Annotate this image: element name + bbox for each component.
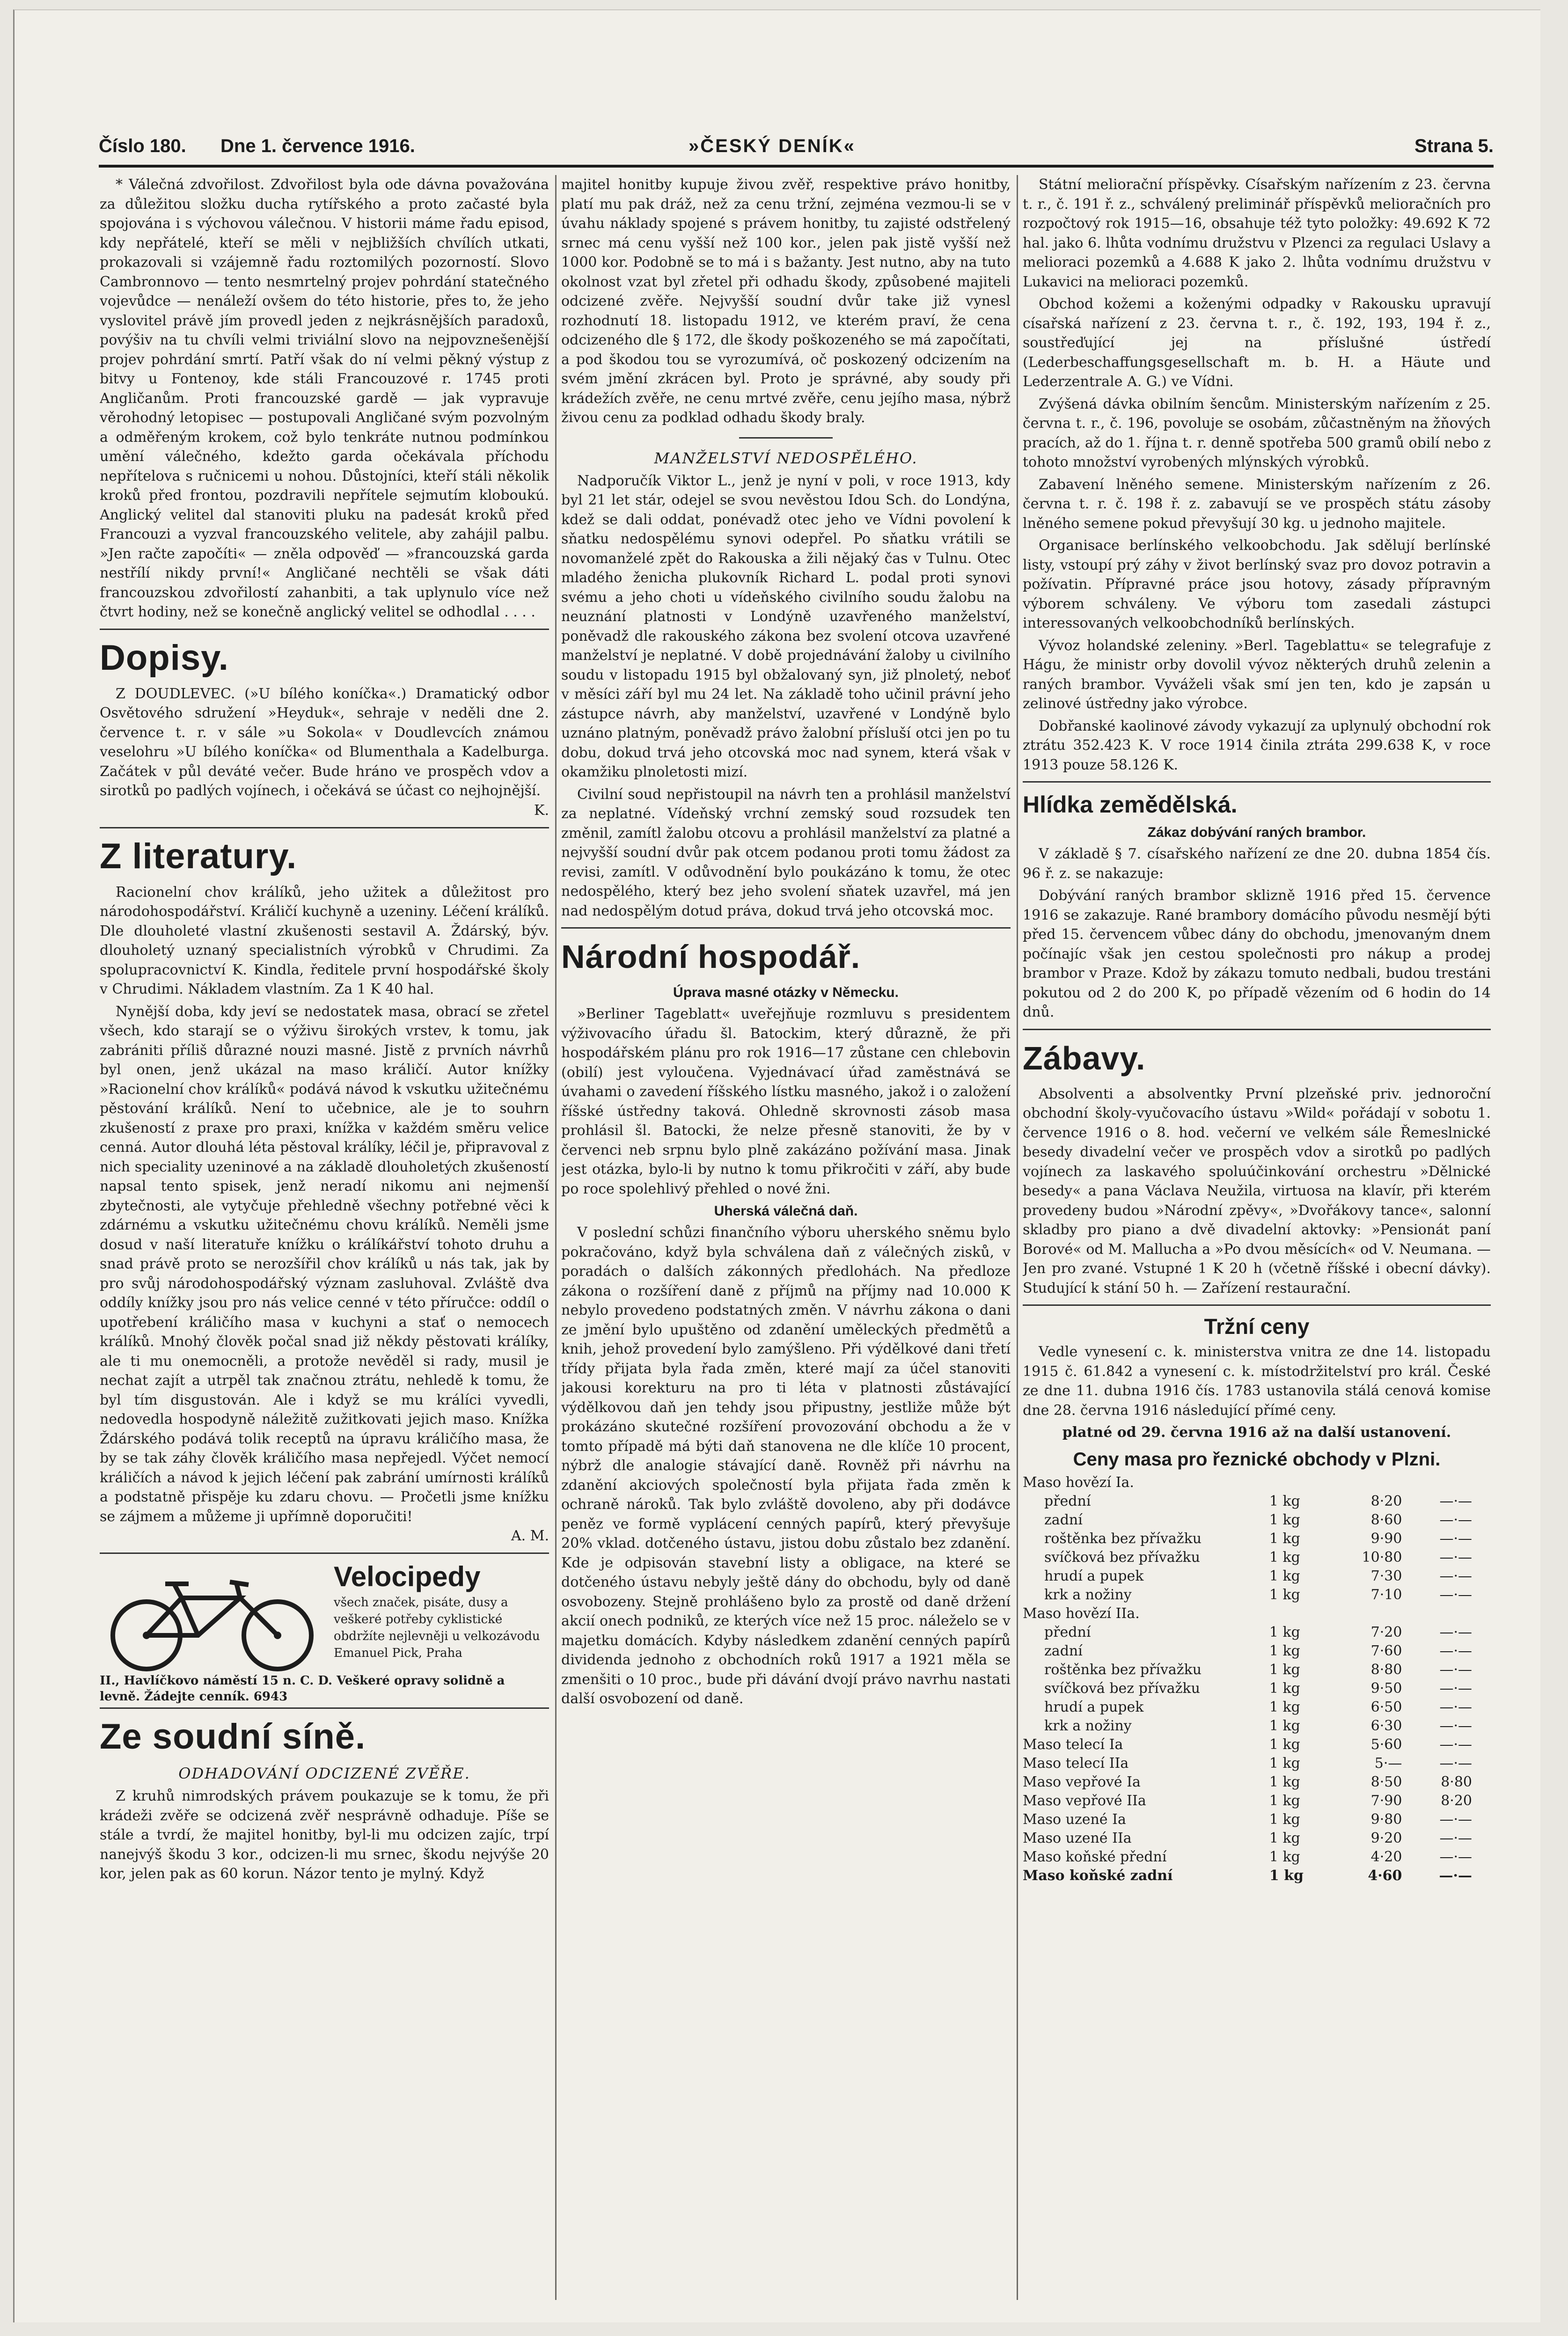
- signature: K.: [534, 802, 549, 819]
- section-heading-zabavy: Zábavy.: [1023, 1040, 1146, 1076]
- price-row: [1023, 1473, 1472, 1492]
- price-value: 9·90: [1370, 1530, 1402, 1547]
- article-len: Zabavení lněného semene. Ministerským nařízením z 26. června t. r. č. 198 ř. z. zabavují se ve prospěch státu zásoby lněného semene pokud převyšují 30 kg. u jednoho majitele.: [1023, 476, 1491, 532]
- price-row: [1023, 1754, 1472, 1773]
- article-obilni: Zvýšená dávka obilním šencům. Ministerským nařízením z 25. června t. r., č. 196, povoluje se osobám, zůčastněným na žňových pracích, až do 1. října t. r. denně spotřeba 500 gramů obilí nebo z tohoto množství vyrobených mlýnských výrobků.: [1023, 395, 1491, 470]
- price-value: 8·80: [1370, 1661, 1402, 1678]
- price-value: 6·30: [1370, 1717, 1402, 1734]
- page-header: [99, 136, 1494, 164]
- article-kraliku-title: Racionelní chov králíků, jeho užitek a důležitost pro národohospodářství. Králičí kuchyně a uzeniny. Léčení králíků. Dle dlouholeté vlastní zkušenosti sestavil A. Ždárský, býv. dlouholetý uznaný specialistních výrobků v Chrudimi. Za spolupracovnictví K. Kindla, ředitele první hospodářské školy v Chrudimi. Nákladem vlastním. Za 1 K 40 hal.: [100, 884, 549, 997]
- article-uherska: V poslední schůzi finančního výboru uherského sněmu bylo pokračováno, když byla schválena daň z válečných zisků, v poradách o dalších zákonných předlohách. Na předloze zákona o rozšíření daně z příjmů na příjmy nad 10.000 K nebylo provedeno podstatných změn. V návrhu zákona o dani ze jmění bylo upuštěno od zdanění uměleckých předmětů a knih, jehož provedení bylo zamýšleno. Při výdělkové dani třetí třídy přijata byla řada změn, které mají za účel stanoviti jakousi korekturu na pro ti léta v platnosti zůstávající výdělkovou daň jen tehdy jsou připustny, jestliže může být prokázáno skutečné rozšíření provozování obchodu a že v tomto případě má býti daň stanovena ne dle klíče 10 procent, nýbrž dle analogie stávající daně. Rovněž při návrhu na zdanění akciových společností byla přijata řada změn k ochraně nároků. Tak bylo zvláště dovoleno, aby při dodávce peněz ve formě vyplácení cenných papírů, který převyšuje 20% vklad. dotčeného ústavu, jistou dobu zůstalo bez zdanění. Kde je odpisován stavební listy a obligace, na které se dotčeného ústavu nebyly ještě dány do obchodu, byly od daně osvobozeny. Stejně prohlášeno bylo za prostě od daně držení akcií onech podniků, ze kterých více než 15 proc. náleželo se v majetku domácích. Kdyby následkem zdanění cenných papírů dividenda jednoho z obchodních roků 1917 a 1921 měla se zmenšiti o 10 proc., bude při dávání dvojí právo navrhu nastati další osvobození od daně.: [561, 1224, 1011, 1707]
- price-unit: 1 kg: [1269, 1792, 1300, 1809]
- price-row: [1023, 1511, 1472, 1530]
- section-heading-soudni-sine: Ze soudní síně.: [100, 1717, 366, 1757]
- price-item: hrudí a pupek: [1044, 1567, 1144, 1584]
- price-value: 4·20: [1370, 1848, 1402, 1865]
- price-row: [1023, 1623, 1472, 1642]
- price-value: 7·30: [1370, 1567, 1402, 1584]
- article-doudlevec: Z DOUDLEVEC. (»U bílého koníčka«.) Dramatický odbor Osvětového sdružení »Heyduk«, sehraje v neděli dne 2. července t. r. v sále »u Sokola« v Doudlevcích známou veselohru »U bílého koníčka« od Blumenthala a Kadelburga. Začátek v půl deváté večer. Bude hráno ve prospěch vdov a sirotků po padlých vojínech, i očekává se účast co nejhojnější.: [100, 685, 549, 799]
- price-value-alt: —·—: [1439, 1848, 1472, 1865]
- price-table-title: Ceny masa pro řeznické obchody v Plzni.: [1073, 1449, 1441, 1470]
- price-item: hrudí a pupek: [1044, 1699, 1144, 1715]
- divider: [100, 629, 549, 630]
- article-odhadovani-cont: majitel honitby kupuje živou zvěř, respektive právo honitby, platí mu pak dráž, než za cenu tržní, zejména vezmou-li se v úvahu náklady spojené s právem honitby, tu zajisté odstřelený srnec má cenu vyšší než 100 kor., jelen pak jistě vyšší než 1000 kor. Podobně se to má i s bažanty. Jest nutno, aby na tuto okolnost vzat byl zřetel při odhadu škody, způsobené majiteli odcizené zvěře. Nejvyšší soudní dvůr take již vynesl rozhodnutí 18. listopadu 1912, ve kterém praví, že cena odcizeného dle § 172, dle škody poškozeného se má započítati, a pod škodou tou se vyrozumívá, oč poskozený odcizením na svém jmění zkrácen byl. Proto je správné, aby soudy při krádežích zvěře, ne cenu mrtvé zvěře, cenu jejího masa, nýbrž živou cenu za podklad odhadu škody braly.: [561, 176, 1011, 426]
- section-heading-narodni-hospodar: Národní hospodář.: [561, 938, 861, 975]
- article-zakaz-1: V základě § 7. císařského nařízení ze dne 20. dubna 1854 čís. 96 ř. z. se nakazuje:: [1023, 846, 1491, 882]
- price-value-alt: —·—: [1439, 1530, 1472, 1547]
- price-value: 9·20: [1370, 1830, 1402, 1846]
- price-unit: 1 kg: [1269, 1848, 1300, 1865]
- article-odhadovani: Z kruhů nimrodských právem poukazuje se k tomu, že při krádeži zvěře se odcizená zvěř nesprávně odhaduje. Píše se stále a tvrdí, že majitel honitby, byl-li mu odcizen zajíc, trpí nanejvýš škodu 3 kor., odcizen-li mu srnec, škodu nejvýše 20 kor, jelen pak as 60 korun. Názor tento je mylný. Když: [100, 1788, 549, 1882]
- article-manzelstvi-1: Nadporučík Viktor L., jenž je nyní v poli, v roce 1913, kdy byl 21 let stár, odejel se svou nevěstou Idou Sch. do Londýna, kdež se dali oddat, ponévadž otec jeho ve Vídni povolení k sňatku nedospělému synovi odepřel. Po sňatku vrátili se novomanželé zpět do Rakouska a žili nějaký čas v Tulnu. Otec mladého ženicha plukovník Richard L. podal proti synovi svému a jeho choti u vídeňského civilního soudu žalobu na neuznání platnosti v Londýně uzavřeného manželství, poněvadž dle rakouského zákona bez svolení otcova uzavřené manželství je neplatné. V době projednávání žaloby u civilního soudu v listopadu 1915 byl obžalovaný syn, již plnoletý, neboť v měsíci září byl mu 24 let. Na základě toho učinil právní jeho zástupce návrh, aby manželství, uzavřené v Londýně bylo uznáno platným, poněvadž právo žalobní přísluší otci jen po tu dobu, dokud trvá jeho otcovská moc nad synem, která však v okamžiku plnoletosti mizí.: [561, 472, 1011, 780]
- price-value: 7·60: [1370, 1642, 1402, 1659]
- ad-address: II., Havlíčkovo náměstí 15 n. C. D. Veškeré opravy solidně a levně. Žádejte cenník. 6943: [100, 1674, 505, 1704]
- divider: [1023, 781, 1491, 783]
- bicycle-icon: [100, 1574, 324, 1673]
- article-berlin: Organisace berlínského velkoobchodu. Jak sdělují berlínské listy, vstoupí prý záhy v život berlínský svaz pro dovoz potravin a požívatin. Přípravné práce jsou hotovy, zásady přípravným výborem schváleny. Ve výboru tom zasedali zástupci interessovaných velkoobchodníků berlínských.: [1023, 537, 1491, 631]
- section-heading-hlidka: Hlídka zemědělská.: [1023, 791, 1238, 818]
- price-item: Maso hovězí Ia.: [1023, 1474, 1134, 1491]
- article-kraliku-body: Nynější doba, kdy jeví se nedostatek masa, obrací se zřetel všech, kdo starají se o výživu širokých vrstev, k tomu, jak zabrániti příliš důrazné nouzi masné. Jistě z prvních návrhů byl onen, jenž ukázal na maso králičí. Autor knížky »Racionelní chov králíků« podává návod k vskutku užitečnému pěstování králíků. Není to učebnice, ale je to souhrn zkušeností z praxe pro praxi, knížka v každém směru velice cenná. Autor dlouhá léta pěstoval králíky, léčil je, připravoval z nich speciality uzeninové a na základě dlouholetých zkušeností napsal tento spisek, jenž neradí nikomu ani nejmenší zbytečnosti, ale vytyčuje přehledně všechny potřebné věci k zdárnému a vskutku užitečnému chovu králíků. Neměli jsme dosud v naší literatuře knížku o králíkářství tohoto druhu a snad právě proto se nerozšířil chov králíků u nás tak, jak by pro svůj národohospodářský význam zasluhoval. Zvláště dva oddíly knížky jsou pro nás velice cenné v této příručce: oddíl o upotřebení králičího masa v kuchyni a stať o nemocech králíků. Mnohý člověk počal snad již někdy pěstovati králíky, ale ti mu onemocněli, a protože nevěděl si rady, musil je nechat zajít a utrpěl tak značnou ztrátu, nehledě k tomu, že byl tím disgustován. Ale i když se mu králíci vyvedli, nedovedla hospodyně náležitě zužitkovati jejich maso. Knížka Ždárského podává tolik receptů na úpravu králičího masa, že by se tak záhy člověk králičího masa nepřejedl. Výčet nemocí králičích a návod k jejich léčení pak zabrání umírnosti králíků a podstatně přispěje ku zdaru chovu. — Pročetli jsme knížku se zájmem a můžeme ji upřímně doporučiti!: [100, 1003, 549, 1525]
- price-value: 9·50: [1370, 1680, 1402, 1697]
- price-value-alt: 8·80: [1441, 1773, 1472, 1790]
- article-zakaz-2: Dobývání raných brambor sklizně 1916 před 15. července 1916 se zakazuje. Rané brambory domácího původu nesmějí býti před 15. červencem vůbec dány do obchodu, jmenovaným dnem počínajíc však jen cestou společnosti pro nákup a prodej brambor v Praze. Kdož by zákazu tomuto nedbali, budou trestáni pokutou od 2 do 200 K, po případě vězením od 6 hodin do 14 dnů.: [1023, 887, 1491, 1020]
- price-value-alt: —·—: [1439, 1624, 1472, 1640]
- price-row: [1023, 1848, 1472, 1867]
- price-value-alt: —·—: [1439, 1755, 1472, 1772]
- price-value: 7·20: [1370, 1624, 1402, 1640]
- price-value-alt: —·—: [1439, 1567, 1472, 1584]
- price-item: zadní: [1044, 1642, 1083, 1659]
- price-unit: 1 kg: [1269, 1867, 1304, 1884]
- price-value-alt: —·—: [1439, 1867, 1472, 1884]
- price-item: krk a nožiny: [1044, 1586, 1132, 1603]
- divider: [100, 1707, 549, 1709]
- price-row: [1023, 1773, 1472, 1792]
- price-value-alt: —·—: [1439, 1493, 1472, 1509]
- price-table: [1023, 1473, 1472, 1885]
- price-unit: 1 kg: [1269, 1811, 1300, 1828]
- article-valecna-zdvorilost: * Válečná zdvořilost. Zdvořilost byla ode dávna považována za důležitou složku ducha rytířského a proto začasté byla spojována i s výchovou válečnou. V historii máme řadu episod, kdy nepřátelé, kteří se měli v nejbližších chvílích utkati, prokazovali si vzájemně řadu roztomilých pozorností. Slovo Cambronnovo — tento nesmrtelný projev pohrdání statečného vojevůdce — nenáleží ovšem do této historie, přes to, že jeho vyslovitel právě jím provedl jeden z nejkrásnějších paradoxů, povýšiv na tu chvíli velmi triviální slovo na nejpovznešenější projev pohrdání smrtí. Patří však do ní velmi pěkný výstup z bitvy u Fontenoy, kde stáli Francouzové r. 1745 proti Angličanům. Proti francouzské gardě — jak vypravuje věrohodný letopisec — postupovali Angličané svým pozvolným a odměřeným krokem, což bylo tenkráte nutnou podmínkou umění válečného, kdežto garda očekávala příchodu nepřítelova s ručnicemi u nohou. Důstojníci, kteří stáli několik kroků před frontou, pozdravili nepřítele sejmutím kloboukú. Anglický velitel dal stanoviti pluku na padesát kroků před Francouzi a vyzval francouzského velitele, aby zahájil palbu. »Jen račte započíti« — zněla odpověď — »francouzská garda nestřílí nikdy první!« Angličané nechtěli se však dáti francouzskou zdvořilostí zahanbiti, a tak uplynulo více než čtvrt hodiny, než se konečně anglický velitel se odhodlal . . . .: [100, 176, 549, 620]
- price-unit: 1 kg: [1269, 1755, 1300, 1772]
- price-item: zadní: [1044, 1511, 1083, 1528]
- price-value: 4·60: [1368, 1867, 1402, 1884]
- price-item: krk a nožiny: [1044, 1717, 1132, 1734]
- price-value-alt: [1402, 1604, 1472, 1623]
- column-rule-2: [1017, 175, 1018, 2300]
- price-unit: 1 kg: [1269, 1549, 1300, 1566]
- price-item: Maso koňské přední: [1023, 1848, 1167, 1865]
- section-heading-literatury: Z literatury.: [100, 836, 297, 876]
- price-row: [1023, 1548, 1472, 1567]
- price-unit: 1 kg: [1269, 1661, 1300, 1678]
- header-rule: [99, 165, 1494, 168]
- price-value-alt: [1402, 1473, 1472, 1492]
- article-heading-uprava: Úprava masné otázky v Německu.: [673, 985, 899, 1000]
- price-row: [1023, 1717, 1472, 1736]
- price-row: [1023, 1604, 1472, 1623]
- price-row: [1023, 1679, 1472, 1698]
- article-heading-manzelstvi: MANŽELSTVÍ NEDOSPĚLÉHO.: [654, 449, 918, 467]
- validity-note: platné od 29. června 1916 až na další ustanovení.: [1062, 1424, 1451, 1441]
- price-value-alt: —·—: [1439, 1699, 1472, 1715]
- price-value: 5·—: [1374, 1755, 1402, 1772]
- column-2: [561, 175, 1011, 2309]
- article-trzni: Vedle vynesení c. k. ministerstva vnitra ze dne 14. listopadu 1915 č. 61.842 a vynesení c. k. místodržitelství pro král. České ze dne 11. dubna 1916 čís. 1783 ustanovila stálá cenová komise dne 28. června 1916 následující přímé ceny.: [1023, 1344, 1491, 1419]
- section-heading-dopisy: Dopisy.: [100, 637, 229, 678]
- price-unit: 1 kg: [1269, 1530, 1300, 1547]
- price-value-alt: —·—: [1439, 1511, 1472, 1528]
- advertisement-velocipedy: [100, 1560, 549, 1704]
- price-item: Maso hovězí IIa.: [1023, 1605, 1140, 1622]
- price-value-alt: —·—: [1439, 1830, 1472, 1846]
- divider: [561, 927, 1011, 929]
- price-item: Maso uzené Ia: [1023, 1811, 1126, 1828]
- issue-number: Číslo 180.: [99, 136, 186, 156]
- price-unit: 1 kg: [1269, 1642, 1300, 1659]
- price-value-alt: 8·20: [1441, 1792, 1472, 1809]
- price-item: Maso vepřové Ia: [1023, 1773, 1141, 1790]
- price-value: 7·10: [1370, 1586, 1402, 1603]
- issue-date: Dne 1. července 1916.: [220, 136, 415, 156]
- price-value-alt: —·—: [1439, 1736, 1472, 1753]
- price-value-alt: —·—: [1439, 1586, 1472, 1603]
- price-row: [1023, 1567, 1472, 1586]
- price-row: [1023, 1661, 1472, 1679]
- price-row: [1023, 1492, 1472, 1511]
- article-kozeny: Obchod kožemi a koženými odpadky v Rakousku upravují císařská nařízení z 23. června t. r., č. 192, 193, 194 ř. z., soustřeďující jej na příslušné ústředí (Lederbeschaffungsgesellschaft m. b. H. a Häute und Lederzentrale A. G.) ve Vídni.: [1023, 296, 1491, 390]
- article-meliorace: Státní meliorační příspěvky. Císařským nařízením z 23. června t. r., č. 191 ř. z., schválený preliminář příspěvků melioračních pro rozpočtový rok 1915—16, obsahuje též tyto položky: 49.692 K 72 hal. jako 6. lhůta vodnímu družstvu v Plzenci za regulaci Uslavy a melioraci pozemků a 4.688 K jako 2. lhůta vodnímu družstvu v Lukavici na melioraci pozemků.: [1023, 176, 1491, 290]
- article-heading-odhadovani: ODHADOVÁNÍ ODCIZENÉ ZVĚŘE.: [178, 1765, 470, 1782]
- price-value: 9·80: [1370, 1811, 1402, 1828]
- price-unit: 1 kg: [1269, 1736, 1300, 1753]
- price-row: [1023, 1736, 1472, 1754]
- article-dobran: Dobřanské kaolinové závody vykazují za uplynulý obchodní rok ztrátu 352.423 K. V roce 1914 činila ztráta 299.638 K, v roce 1913 pouze 58.126 K.: [1023, 718, 1491, 773]
- price-row: [1023, 1642, 1472, 1661]
- short-divider: [739, 437, 833, 439]
- price-value-alt: —·—: [1439, 1680, 1472, 1697]
- article-heading-zakaz: Zákaz dobývání raných brambor.: [1147, 825, 1366, 840]
- price-value: 8·20: [1370, 1493, 1402, 1509]
- price-unit: 1 kg: [1269, 1699, 1300, 1715]
- section-heading-trzni-ceny: Tržní ceny: [1204, 1314, 1310, 1339]
- price-unit: 1 kg: [1269, 1717, 1300, 1734]
- price-unit: 1 kg: [1269, 1773, 1300, 1790]
- price-value: [1335, 1473, 1402, 1492]
- price-unit: 1 kg: [1269, 1680, 1300, 1697]
- column-3: [1023, 175, 1491, 2309]
- price-value: 7·90: [1370, 1792, 1402, 1809]
- divider: [100, 827, 549, 828]
- column-rule-1: [555, 175, 557, 2300]
- price-value-alt: —·—: [1439, 1717, 1472, 1734]
- price-unit: [1269, 1604, 1335, 1623]
- price-unit: 1 kg: [1269, 1493, 1300, 1509]
- price-item: svíčková bez přívažku: [1044, 1680, 1200, 1697]
- price-row: [1023, 1810, 1472, 1829]
- price-row: [1023, 1586, 1472, 1604]
- page-number: Strana 5.: [1414, 136, 1494, 156]
- article-zabavy: Absolventi a absolventky První plzeňské priv. jednoroční obchodní školy-vyučovacího ústavu »Wild« pořádají v sobotu 1. července 1916 o 8. hod. večerní ve velkém sále Řemeslnické besedy divadelní večer ve prospěch vdov a sirotků po padlých vojínech za laskavého spoluúčinkování orchestru »Dělnické besedy« a pana Václava Neužila, virtuosa na klavír, při kterém provedeny budou »Národní zpěvy«, »Dvořákovy tance«, salonní skladby pro piano a dvě divadelní aktovky: »Pensionát paní Borové« od M. Mallucha a »Po dvou měsících« od V. Neumana. — Jen pro zvané. Vstupné 1 K 20 h (včetně říšské i obecní dávky). Studující k stání 50 h. — Zařízení restaurační.: [1023, 1085, 1491, 1296]
- price-row: [1023, 1792, 1472, 1810]
- price-item: Maso uzené IIa: [1023, 1830, 1132, 1846]
- price-value-alt: —·—: [1439, 1661, 1472, 1678]
- ad-text: všech značek, pisáte, dusy a veškeré potřeby cyklistické obdržíte nejlevněji u velkozávodu Emanuel Pick, Praha: [334, 1596, 540, 1660]
- masthead: »ČESKÝ DENÍK«: [689, 136, 856, 156]
- price-value: 8·60: [1370, 1511, 1402, 1528]
- price-row: [1023, 1698, 1472, 1717]
- price-row: [1023, 1829, 1472, 1848]
- article-holand: Vývoz holandské zeleniny. »Berl. Tageblattu« se telegrafuje z Hágu, že ministr orby dovolil vývoz některých druhů zelenin a raných brambor. Vyváželi však smí jen ten, kdo je zapsán u zelinové ústředny jako výrobce.: [1023, 637, 1491, 712]
- price-item: Maso telecí IIa: [1023, 1755, 1129, 1772]
- price-unit: 1 kg: [1269, 1567, 1300, 1584]
- price-item: Maso koňské zadní: [1023, 1867, 1173, 1884]
- price-value: 8·50: [1370, 1773, 1402, 1790]
- price-unit: 1 kg: [1269, 1586, 1300, 1603]
- price-unit: 1 kg: [1269, 1624, 1300, 1640]
- price-item: přední: [1044, 1493, 1091, 1509]
- article-heading-uherska: Uherská válečná daň.: [714, 1203, 858, 1219]
- price-value-alt: —·—: [1439, 1811, 1472, 1828]
- article-uprava: »Berliner Tageblatt« uveřejňuje rozmluvu s presidentem výživovacího úřadu šl. Batockim, který důrazně, že při hospodářském plánu pro rok 1916—17 zůstane cen chlebovin (obilí) jest vyloučena. Vyjednávací úřad zaměstnává se úvahami o zavedení říšského lístku masného, jakož i o založení říšské ústředny taková. Ohledně skrovnosti zásob masa prohlásil šl. Batocki, že nelze přesně stanoviti, že by v červenci neb srpnu bylo plně zakázáno požívání masa. Jinak jest otázka, bylo-li by nutno k tomu přikročiti v září, aby bude po roce spolehlivý přehled o nové žni.: [561, 1006, 1011, 1197]
- article-manzelstvi-2: Civilní soud nepřistoupil na návrh ten a prohlásil manželství za neplatné. Vídeňský vrchní zemský soud rozsudek ten změnil, zamítl žalobu otcovu a prohlásil manželství za platné a nejvyšší soudní dvůr pak otcem podanou proti tomu žádost za revisi, zamítl. V odůvodnění bylo poukázáno k tomu, že otec nedospělého, který bez jeho svolení sňatek uzavřel, má jen nad nedospělým dotud práva, dokud trvá jeho otcovská moc.: [561, 786, 1011, 919]
- column-1: [100, 175, 549, 2309]
- price-item: Maso telecí Ia: [1023, 1736, 1123, 1753]
- price-value: [1335, 1604, 1402, 1623]
- price-value: 10·80: [1362, 1549, 1402, 1566]
- price-unit: [1269, 1473, 1335, 1492]
- divider: [100, 1552, 549, 1554]
- newspaper-page: [13, 9, 1540, 2322]
- divider: [1023, 1029, 1491, 1030]
- price-value-alt: —·—: [1439, 1549, 1472, 1566]
- price-item: Maso vepřové IIa: [1023, 1792, 1146, 1809]
- price-row: [1023, 1867, 1472, 1885]
- price-row: [1023, 1530, 1472, 1548]
- divider: [1023, 1304, 1491, 1306]
- signature: A. M.: [511, 1528, 549, 1544]
- price-item: roštěnka bez přívažku: [1044, 1530, 1202, 1547]
- price-value: 5·60: [1370, 1736, 1402, 1753]
- price-value-alt: —·—: [1439, 1642, 1472, 1659]
- ad-title: Velocipedy: [334, 1561, 481, 1592]
- price-unit: 1 kg: [1269, 1511, 1300, 1528]
- price-item: svíčková bez přívažku: [1044, 1549, 1200, 1566]
- price-value: 6·50: [1370, 1699, 1402, 1715]
- price-item: roštěnka bez přívažku: [1044, 1661, 1202, 1678]
- price-item: přední: [1044, 1624, 1091, 1640]
- price-unit: 1 kg: [1269, 1830, 1300, 1846]
